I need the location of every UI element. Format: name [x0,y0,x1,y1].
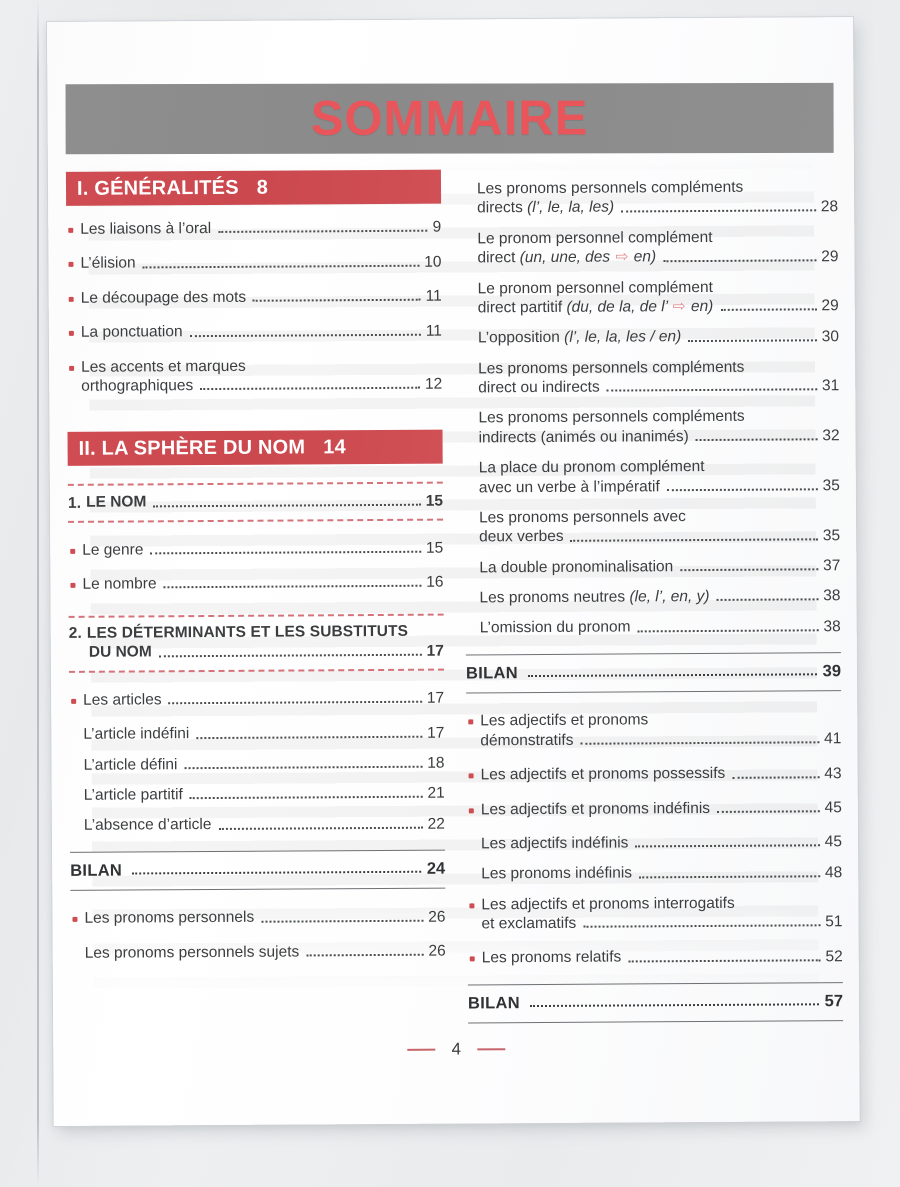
toc-entry-label: Les articles [83,691,162,709]
toc-entry-page: 22 [427,815,445,833]
footer-dash-right [477,1048,505,1050]
toc-entry[interactable] [465,556,840,578]
toc-entry[interactable] [70,814,445,836]
bilan-label: BILAN [467,993,520,1013]
section-banner-label: II. LA SPHÈRE DU NOM [78,436,306,460]
toc-entry-label-line1: La place du pronom complément [478,458,705,477]
leader-dots [196,734,422,738]
bullet-icon [469,808,474,813]
toc-entry[interactable] [464,277,839,318]
bilan-page: 57 [824,992,844,1011]
bullet-icon [71,699,76,704]
bullet-icon [69,297,74,302]
toc-entry-page: 51 [825,913,843,931]
bilan-page: 39 [822,662,842,681]
leader-dots [667,487,818,491]
toc-entry-page: 30 [821,327,839,345]
leader-dots [253,298,420,302]
leader-dots [583,924,820,928]
toc-entry-label: L’article indéfini [83,725,190,743]
toc-entry-label: Les adjectifs et pronoms indéfinis [480,799,711,818]
chapter-heading-determinants[interactable] [69,614,444,673]
section-banner-page: 8 [256,176,269,199]
leader-dots [153,502,420,507]
toc-entry-label: L’omission du pronom [479,618,631,637]
leader-dots [607,388,817,392]
toc-entry-label: La double pronominalisation [479,557,674,576]
leader-dots [132,870,421,875]
toc-entry-page: 35 [822,526,841,544]
toc-entry-label: Les pronoms indéfinis [481,864,633,883]
toc-entry-label: L’article partitif [83,786,183,804]
leader-dots [571,537,818,542]
toc-entry-label-italic: (le, l’, en, y) [629,587,710,606]
toc-entry[interactable] [467,832,842,854]
leader-dots [184,765,422,769]
toc-entry-page: 18 [427,754,445,772]
toc-entry-label-line1: Les accents et marques [81,357,246,376]
toc-entry-label: L’opposition (l’, le, la, les / en) [477,328,682,347]
toc-entry-label: démonstratifs [480,731,574,750]
section-banner-sphere-du-nom[interactable] [68,430,443,466]
toc-entry[interactable] [70,783,445,805]
toc-entry-page: 26 [428,942,446,960]
footer-dash-left [408,1049,436,1051]
toc-entry[interactable] [69,688,444,710]
toc-entry-page: 26 [428,908,446,926]
section-banner-generalites[interactable] [66,170,441,206]
leader-dots [635,844,819,848]
toc-entry[interactable] [468,947,843,969]
leader-dots [663,258,816,262]
toc-entry-page: 11 [425,287,442,305]
toc-entry-label-italic: (l’, le, la, les / en) [564,328,682,347]
toc-entry-label-line1: Les adjectifs et pronoms [480,711,649,730]
chapter-heading-le-nom[interactable] [68,482,443,523]
toc-entry[interactable] [467,798,842,820]
bullet-icon [69,331,74,336]
toc-entry-label: L’article défini [83,755,178,774]
bilan-label: BILAN [465,663,518,683]
arrow-icon: ⇨ [672,297,686,316]
chapter-number: 1. [67,494,82,512]
toc-entry[interactable] [467,893,842,934]
leader-dots [688,338,816,342]
toc-entry-label: direct ou indirects [478,378,600,397]
toc-entry-page: 38 [823,617,841,636]
toc-entry-label-line1: Le pronom personnel complément [477,278,713,297]
chapter-label-line2: DU NOM [88,643,152,662]
toc-entry-label: orthographiques [81,376,194,395]
sommaire-title-bar [66,83,834,154]
leader-dots [720,308,816,312]
toc-entry-label-line1: Les pronoms personnels avec [478,507,686,527]
toc-entry-label: avec un verbe à l’impératif [478,477,660,496]
toc-entry[interactable] [467,763,842,785]
toc-entry[interactable] [66,218,441,240]
toc-entry-page: 29 [821,297,839,315]
toc-entry-label-line1: Les pronoms personnels compléments [478,358,745,377]
toc-entry[interactable] [67,321,442,343]
toc-entry-page: 15 [425,539,444,557]
toc-entry-page: 9 [432,218,442,237]
toc-entry-label: Le découpage des mots [80,288,247,307]
toc-entry-page: 16 [426,573,444,592]
toc-entry-label: L’absence d’article [83,816,212,835]
leader-dots [628,958,820,962]
toc-entry-page: 45 [824,799,842,817]
leader-dots [164,584,422,589]
toc-entry-label: Les pronoms personnels sujets [84,943,300,962]
bilan-row[interactable] [466,652,841,694]
toc-entry-label-italic: (un, une, des ⇨ en) [519,248,657,267]
leader-dots [696,437,818,441]
toc-entry-label: L’élision [80,254,136,273]
toc-entry-page: 41 [824,730,842,748]
toc-entry-label: Les pronoms relatifs [481,948,622,967]
toc-entry[interactable] [464,407,839,448]
leader-dots [218,825,422,829]
toc-entry[interactable] [67,355,442,396]
toc-entry-label: Le nombre [82,575,157,593]
toc-entry-page: 35 [822,477,840,495]
toc-entry-page: 48 [824,863,843,881]
folio-number: 4 [451,1039,462,1059]
toc-entry-label: direct partitif (du, de la, de l’ ⇨ en) [477,297,714,317]
toc-entry[interactable] [67,286,442,308]
bullet-icon [72,917,77,922]
bilan-label: BILAN [70,861,123,880]
toc-entry-label: deux verbes [479,528,564,546]
leader-dots [680,567,818,571]
toc-entry[interactable] [463,227,838,268]
toc-entry-label: Les adjectifs et pronoms possessifs [480,764,726,784]
toc-entry-page: 43 [824,764,842,782]
toc-entry[interactable] [70,907,445,929]
chapter-page: 15 [425,492,443,510]
toc-entry[interactable] [71,941,446,963]
bullet-icon [68,228,73,233]
bilan-row[interactable] [70,849,445,891]
bilan-page: 24 [426,859,446,878]
toc-entry-label: directs (l’, le, la, les) [477,198,615,217]
bullet-icon [70,583,75,588]
toc-entry-page: 10 [424,253,442,271]
toc-entry[interactable] [465,586,840,608]
leader-dots [580,740,819,744]
page-footer [53,1037,859,1062]
leader-dots [732,775,819,779]
leader-dots [261,918,423,922]
toc-entry[interactable] [466,710,841,751]
leader-dots [638,628,819,632]
toc-entry-label: Les pronoms neutres (le, l’, en, y) [479,587,710,607]
toc-entry[interactable] [464,357,839,398]
toc-entry-label: Les liaisons à l’oral [80,220,212,238]
leader-dots [306,953,423,957]
bullet-icon [468,720,473,725]
leader-dots [717,598,819,602]
toc-left-column [66,170,446,1045]
toc-entry-page: 37 [823,557,841,575]
toc-entry-label: et exclamatifs [481,914,577,933]
section-banner-page: 14 [323,435,346,459]
toc-entry-group-pronoms [463,177,841,638]
toc-entry-label: Les pronoms personnels [84,909,255,928]
section-banner-label: I. GÉNÉRALITÉS [76,176,239,200]
bullet-icon [69,365,74,370]
toc-entry-page: 29 [821,247,839,265]
leader-dots [190,795,423,799]
bilan-row[interactable] [468,982,843,1024]
page-title: SOMMAIRE [310,91,589,146]
toc-entry-label-italic: (l’, le, la, les) [527,198,615,217]
toc-entry-label-line1: Les adjectifs et pronoms interrogatifs [481,894,735,913]
toc-entry-label: Les adjectifs indéfinis [480,834,629,853]
toc-entry-label: Le genre [82,541,144,559]
toc-entry[interactable] [465,456,840,497]
leader-dots [530,1003,819,1008]
toc-entry[interactable] [467,862,842,884]
leader-dots [717,809,820,813]
toc-entry[interactable] [68,573,443,595]
book-page [47,17,860,1126]
leader-dots [159,652,422,657]
arrow-icon: ⇨ [615,248,629,266]
toc-entry-label-line1: Les pronoms personnels compléments [478,408,745,427]
toc-entry[interactable] [66,252,441,274]
bullet-icon [470,957,475,962]
toc-entry-group-adjectifs [466,710,843,969]
toc-entry-page: 12 [424,375,443,393]
toc-entry-page: 21 [427,784,445,802]
toc-entry[interactable] [466,617,841,639]
toc-entry-label-line1: Le pronom personnel complément [477,228,713,248]
bullet-icon [469,774,474,779]
leader-dots [143,263,420,268]
chapter-label: LE NOM [86,493,147,512]
toc-entry[interactable] [69,753,444,775]
toc-entry[interactable] [69,723,444,745]
toc-right-column [463,167,843,1042]
leader-dots [639,874,820,878]
toc-entry-page: 52 [825,947,843,966]
toc-entry-label: direct (un, une, des ⇨ en) [477,248,657,267]
toc-entry-page: 31 [821,377,840,395]
leader-dots [200,386,420,390]
toc-entry[interactable] [68,538,443,560]
leader-dots [150,550,421,555]
chapter-label-line1: LES DÉTERMINANTS ET LES SUBSTITUTS [86,623,409,643]
bullet-icon [469,903,474,908]
toc-entry-label-italic: (du, de la, de l’ ⇨ en) [566,297,714,316]
chapter-number: 2. [68,625,82,643]
toc-entry-page: 17 [426,689,445,707]
toc-entry-label: La ponctuation [80,323,183,341]
bullet-icon [70,548,75,553]
leader-dots [169,700,422,705]
leader-dots [190,332,421,336]
toc-entry-page: 38 [823,587,841,605]
bullet-icon [68,262,73,267]
leader-dots [621,208,816,212]
toc-entry[interactable] [463,177,838,218]
toc-entry-page: 28 [820,197,839,216]
toc-entry-page: 32 [822,427,840,445]
toc-entry-page: 17 [427,724,445,742]
toc-entry-page: 11 [425,322,442,340]
chapter-page: 17 [426,642,444,660]
toc-entry-page: 45 [824,833,843,851]
toc-entry[interactable] [464,326,839,348]
leader-dots [218,229,427,233]
toc-entry[interactable] [465,506,840,547]
toc-columns [66,167,843,1044]
leader-dots [528,673,817,678]
toc-entry-label-line1: Les pronoms personnels compléments [476,178,744,198]
toc-entry-label: indirects (animés ou inanimés) [478,427,689,447]
